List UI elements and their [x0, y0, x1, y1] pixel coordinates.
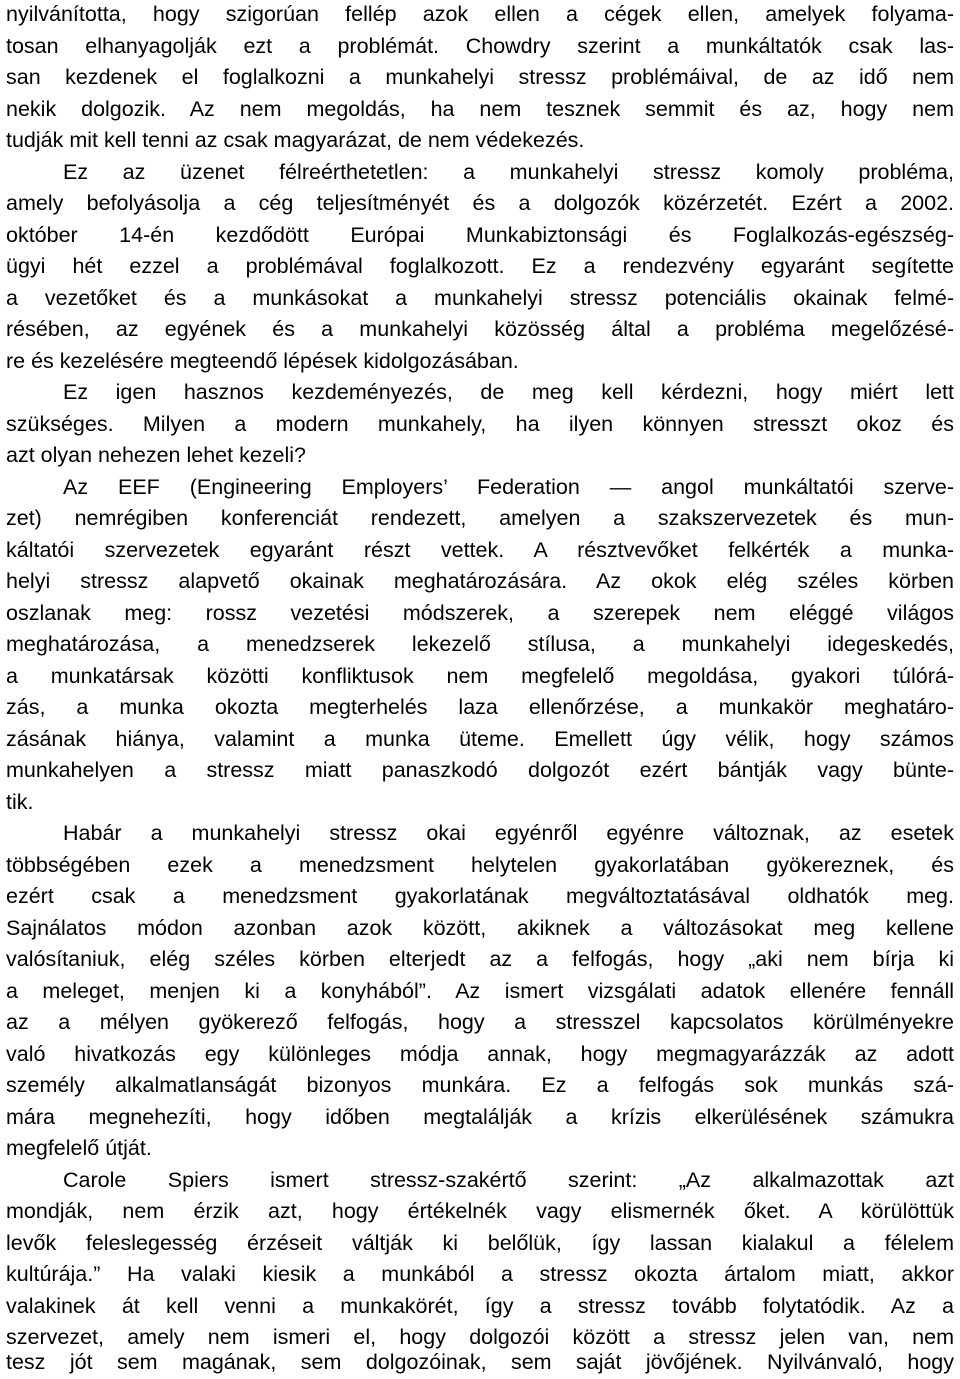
paragraph-4-line-2: zet) nemrégiben konferenciát rendezett, amelyen a szakszervezetek és mun-	[6, 506, 954, 530]
paragraph-1-line-5: tudják mit kell tenni az csak magyarázat, de nem védekezés.	[6, 128, 585, 152]
paragraph-2-line-5: a vezetőket és a munkásokat a munkahelyi stressz potenciális okainak felmé-	[6, 286, 954, 310]
paragraph-5-line-2: többségében ezek a menedzsment helytelen gyakorlatában gyökereznek, és	[6, 853, 954, 877]
paragraph-5-line-1: Habár a munkahelyi stressz okai egyénről egyénre változnak, az esetek	[63, 821, 954, 845]
paragraph-1-line-1: nyilvánította, hogy szigorúan fellép azok ellen a cégek ellen, amelyek folyama-	[6, 2, 954, 26]
paragraph-2-line-3: október 14-én kezdődött Európai Munkabiztonsági és Foglalkozás-egészség-	[6, 223, 954, 247]
paragraph-5-line-10: mára megnehezíti, hogy időben megtalálják a krízis elkerülésének számukra	[6, 1105, 954, 1129]
paragraph-5-line-7: az a mélyen gyökerező felfogás, hogy a stresszel kapcsolatos körülményekre	[6, 1010, 954, 1034]
paragraph-4-line-3: káltatói szervezetek egyaránt részt vettek. A résztvevőket felkérték a munka-	[6, 538, 954, 562]
paragraph-6-line-5: valakinek át kell venni a munkakörét, így a stressz tovább folytatódik. Az a	[6, 1294, 954, 1318]
paragraph-5-line-9: személy alkalmatlanságát bizonyos munkára. Ez a felfogás sok munkás szá-	[6, 1073, 954, 1097]
paragraph-6-line-3: levők feleslegesség érzéseit váltják ki belőlük, így lassan kialakul a félelem	[6, 1231, 954, 1255]
paragraph-4-line-7: a munkatársak közötti konfliktusok nem megfelelő megoldása, gyakori túlórá-	[6, 664, 954, 688]
paragraph-5-line-3: ezért csak a menedzsment gyakorlatának megváltoztatásával oldhatók meg.	[6, 884, 954, 908]
paragraph-4-line-11: tik.	[6, 790, 34, 814]
paragraph-5-line-11: megfelelő útját.	[6, 1136, 152, 1160]
paragraph-6-line-1: Carole Spiers ismert stressz-szakértő szerint: „Az alkalmazottak azt	[63, 1168, 954, 1192]
paragraph-4-line-10: munkahelyen a stressz miatt panaszkodó dolgozót ezért bántják vagy bünte-	[6, 758, 954, 782]
paragraph-5-line-4: Sajnálatos módon azonban azok között, akiknek a változásokat meg kellene	[6, 916, 954, 940]
paragraph-5-line-5: valósítaniuk, elég széles körben elterjedt az a felfogás, hogy „aki nem bírja ki	[6, 947, 954, 971]
paragraph-4-line-6: meghatározása, a menedzserek lekezelő stílusa, a munkahelyi idegeskedés,	[6, 632, 954, 656]
paragraph-2-line-7: re és kezelésére megteendő lépések kidolgozásában.	[6, 349, 519, 373]
paragraph-2-line-6: résében, az egyének és a munkahelyi közösség által a probléma megelőzésé-	[6, 317, 954, 341]
paragraph-5-line-6: a meleget, menjen ki a konyhából”. Az ismert vizsgálati adatok ellenére fennáll	[6, 979, 954, 1003]
paragraph-4-line-5: oszlanak meg: rossz vezetési módszerek, a szerepek nem eléggé világos	[6, 601, 954, 625]
paragraph-4-line-4: helyi stressz alapvető okainak meghatározására. Az okok elég széles körben	[6, 569, 954, 593]
paragraph-3-line-2: szükséges. Milyen a modern munkahely, ha ilyen könnyen stresszt okoz és	[6, 412, 954, 436]
paragraph-5-line-8: való hivatkozás egy különleges módja annak, hogy megmagyarázzák az adott	[6, 1042, 954, 1066]
paragraph-1-line-2: tosan elhanyagolják ezt a problémát. Chowdry szerint a munkáltatók csak las-	[6, 34, 954, 58]
paragraph-4-line-8: zás, a munka okozta megterhelés laza ellenőrzése, a munkakör meghatáro-	[6, 695, 954, 719]
paragraph-6-line-2: mondják, nem érzik azt, hogy értékelnék vagy elismernék őket. A körülöttük	[6, 1199, 954, 1223]
paragraph-1-line-3: san kezdenek el foglalkozni a munkahelyi stressz problémáival, de az idő nem	[6, 65, 954, 89]
paragraph-2-line-2: amely befolyásolja a cég teljesítményét és a dolgozók közérzetét. Ezért a 2002.	[6, 191, 954, 215]
paragraph-3-line-1: Ez igen hasznos kezdeményezés, de meg kell kérdezni, hogy miért lett	[63, 380, 954, 404]
paragraph-6-line-7: tesz jót sem magának, sem dolgozóinak, sem saját jövőjének. Nyilvánvaló, hogy	[6, 1350, 954, 1374]
paragraph-4-line-1: Az EEF (Engineering Employers’ Federation — angol munkáltatói szerve-	[63, 475, 954, 499]
paragraph-3-line-3: azt olyan nehezen lehet kezeli?	[6, 443, 307, 467]
paragraph-6-line-6: szervezet, amely nem ismeri el, hogy dolgozói között a stressz jelen van, nem	[6, 1325, 954, 1349]
paragraph-4-line-9: zásának hiánya, valamint a munka üteme. Emellett úgy vélik, hogy számos	[6, 727, 954, 751]
paragraph-2-line-4: ügyi hét ezzel a problémával foglalkozott. Ez a rendezvény egyaránt segítette	[6, 254, 954, 278]
paragraph-6-line-4: kultúrája.” Ha valaki kiesik a munkából a stressz okozta ártalom miatt, akkor	[6, 1262, 954, 1286]
paragraph-2-line-1: Ez az üzenet félreérthetetlen: a munkahelyi stressz komoly probléma,	[63, 160, 954, 184]
paragraph-1-line-4: nekik dolgozik. Az nem megoldás, ha nem tesznek semmit és az, hogy nem	[6, 97, 954, 121]
